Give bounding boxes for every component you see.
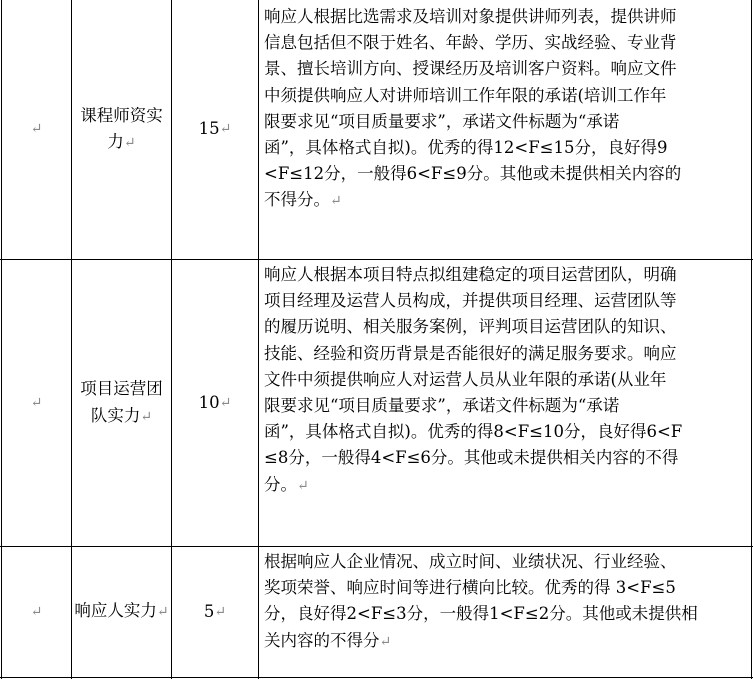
row-marker: ↵ (30, 394, 43, 411)
description-line: 中须提供响应人对讲师培训工作年限的承诺(培训工作年 (264, 85, 667, 105)
criterion-name (72, 0, 171, 259)
return-mark: ↵ (297, 477, 309, 494)
description-line: ≤8分，一般得4<F≤6分。其他或未提供相关内容的不得 (264, 448, 679, 468)
return-mark: ↵ (123, 135, 136, 151)
criterion-name (72, 260, 171, 546)
description-line: <F≤12分，一般得6<F≤9分。其他或未提供相关内容的 (264, 164, 682, 184)
description-line: 关内容的不得分↵ (264, 630, 392, 650)
criterion-description (264, 549, 748, 654)
return-mark: ↵ (330, 193, 342, 210)
return-mark: ↵ (156, 604, 169, 621)
criterion-description (264, 262, 748, 498)
criterion-name-line: 响应人实力↵ (74, 601, 169, 621)
row-marker: ↵ (30, 121, 43, 138)
description-line: 项目经理及运营人员构成，并提供项目经理、运营团队等 (264, 291, 677, 311)
table-border-bottom (0, 677, 753, 678)
return-mark: ↵ (219, 394, 232, 411)
return-mark: ↵ (219, 121, 232, 138)
description-line: 响应人根据比选需求及培训对象提供讲师列表，提供讲师 (264, 7, 677, 26)
criterion-name-line: 队实力↵ (90, 405, 153, 425)
criterion-score: 15 ↵ (172, 0, 258, 259)
description-line: 分。↵ (264, 474, 309, 494)
description-line: 信息包括但不限于姓名、年龄、学历、实战经验、专业背 (264, 33, 677, 53)
description-line: 文件中须提供响应人对运营人员从业年限的承诺(从业年 (264, 369, 667, 389)
description-line: 函”，具体格式自拟)。优秀的得12<F≤15分，良好得9 (264, 137, 668, 157)
criterion-description (264, 4, 748, 214)
description-line: 不得分。↵ (264, 190, 342, 210)
return-mark: ↵ (214, 603, 227, 620)
criterion-name-line: 力↵ (107, 132, 136, 151)
description-line: 函”，具体格式自拟)。优秀的得8<F≤10分，良好得6<F (264, 422, 683, 442)
description-line: 限要求见“项目质量要求”，承诺文件标题为“承诺 (264, 395, 620, 415)
description-line: 响应人根据本项目特点拟组建稳定的项目运营团队，明确 (264, 265, 677, 284)
description-line: 景、擅长培训方向、授课经历及培训客户资料。响应文件 (264, 59, 677, 79)
description-line: 分，良好得2<F≤3分，一般得1<F≤2分。其他或未提供相 (264, 604, 698, 624)
description-line: 限要求见“项目质量要求”，承诺文件标题为“承诺 (264, 111, 620, 131)
criterion-name-line: 课程师资实 (80, 105, 163, 125)
return-mark: ↵ (379, 633, 392, 650)
table-border-right (751, 0, 752, 679)
return-mark: ↵ (140, 408, 153, 425)
description-line: 奖项荣誉、响应时间等进行横向比较。优秀的得 3<F≤5 (264, 578, 676, 598)
description-line: 技能、经验和资历背景是否能很好的满足服务要求。响应 (264, 343, 677, 363)
criterion-name-line: 项目运营团 (80, 379, 163, 398)
row-marker: ↵ (30, 603, 43, 620)
description-line: 的履历说明、相关服务案例，评判项目运营团队的知识、 (264, 317, 677, 337)
column-divider (258, 0, 259, 679)
description-line: 根据响应人企业情况、成立时间、业绩状况、行业经验、 (264, 552, 677, 571)
criterion-score: 5 ↵ (172, 547, 258, 677)
criterion-score: 10 ↵ (172, 260, 258, 546)
criterion-name (72, 547, 171, 677)
